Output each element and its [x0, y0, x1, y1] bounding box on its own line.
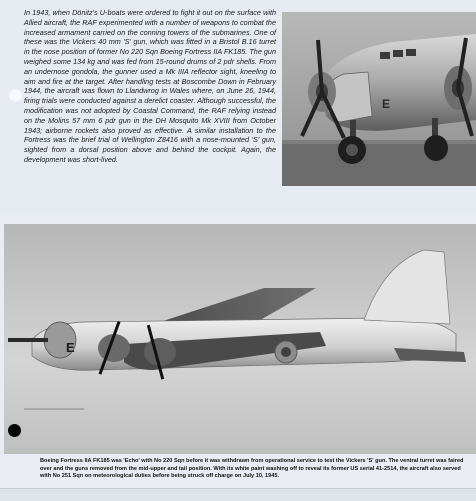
aircraft-marking-letter: E	[382, 97, 391, 111]
binder-hole-dark	[8, 424, 21, 437]
photo-caption: Boeing Fortress IIA FK185 was 'Echo' with No 220 Sqn before it was withdrawn from operational service to test the Vickers 'S' gun. The ventral turret was faired over and the guns removed from the mid-upper and tail position. With its white paint washing off to reveal its former US serial 41-2514, the aircraft also served with No 251 Sqn on meteorological duties before being struck off charge on July 10, 1945.	[40, 458, 464, 480]
aircraft-nose-illustration	[282, 12, 476, 186]
aircraft-in-flight-illustration	[4, 224, 476, 454]
binder-hole	[8, 88, 23, 103]
aircraft-marking-letter-flight: E	[66, 340, 75, 355]
page-footer-strip	[0, 488, 476, 501]
article-body-text: In 1943, when Dönitz's U-boats were ordered to fight it out on the surface with Allied aircraft, the RAF experimented with a number of weapons to combat the increased armament carried on the conning towers of the submarines. One of these was the Vickers 40 mm 'S' gun, which was fitted in a Bristol B.16 turret in the nose position of former No 220 Sqn Boeing Fortress IIA FK185. The gun weighed some 134 kg and was fed from 15-round drums of 2 pdr shells. From an undernose gondola, the gunner used a Mk IIIA reflector sight, kneeling to aim and fire at the target. After handling tests at Boscombe Down in February 1944, the aircraft was flown to Llandwrog in Wales where, on June 26, 1944, firing trials were conducted against a derelict coaster. Although successful, the modification was not adopted by Coastal Command, the RAF relying instead on the Molins 57 mm 6 pdr gun in the DH Mosquito Mk XVIII from October 1943; airborne rockets also proved as effective. A similar installation to the Fortress was the brief trial of Wellington Z8416 with a nose-mounted 'S' gun, sighted from a dorsal position above and behind the cockpit. Again, the development was short-lived.	[24, 8, 276, 164]
photo-aircraft-in-flight	[4, 224, 476, 454]
photo-aircraft-nose	[282, 12, 476, 186]
